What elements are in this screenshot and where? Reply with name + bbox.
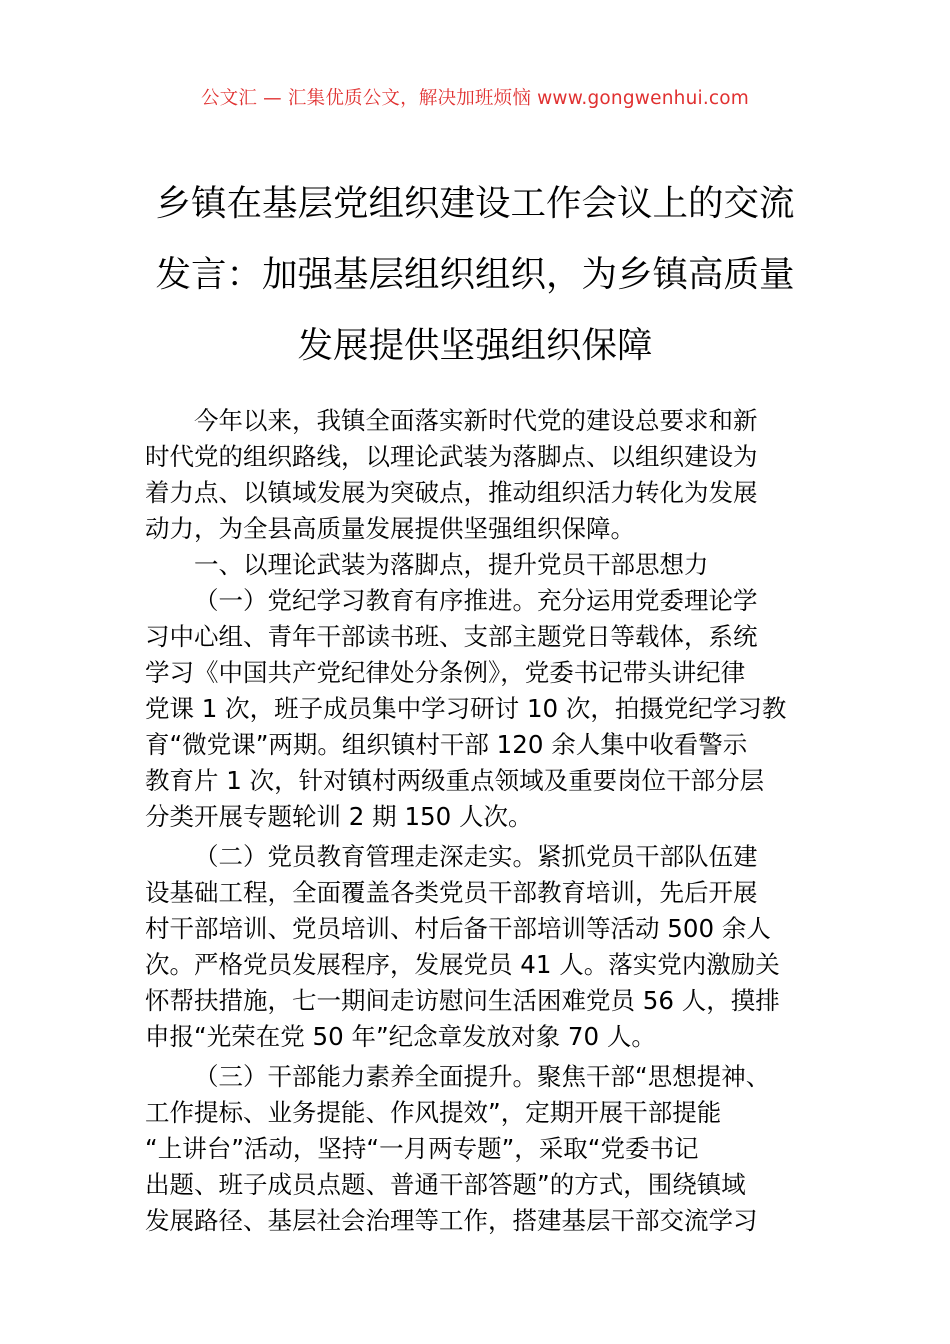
title-line: 发展提供坚强组织保障 [297, 325, 653, 366]
title-line: 发言：加强基层组织组织，为乡镇高质量 [155, 254, 795, 295]
subsection-3-line: 出题、班子成员点题、普通干部答题”的方式，围绕镇域 [145, 1170, 746, 1199]
subsection-3-line: 发展路径、基层社会治理等工作，搭建基层干部交流学习 [145, 1206, 758, 1235]
paragraph-intro-line: 动力，为全县高质量发展提供坚强组织保障。 [145, 514, 635, 543]
subsection-1-line: 习中心组、青年干部读书班、支部主题党日等载体，系统 [145, 622, 758, 651]
subsection-2-line: 申报“光荣在党 50 年”纪念章发放对象 70 人。 [145, 1022, 656, 1051]
subsection-3-line: （三）干部能力素养全面提升。聚焦干部“思想提神、 [194, 1062, 771, 1091]
paragraph-intro-line: 着力点、以镇域发展为突破点，推动组织活力转化为发展 [145, 478, 758, 507]
subsection-1-line: 党课 1 次，班子成员集中学习研讨 10 次，拍摄党纪学习教 [145, 694, 787, 723]
subsection-3-line: “上讲台”活动，坚持“一月两专题”，采取“党委书记 [145, 1134, 699, 1163]
title-line: 乡镇在基层党组织建设工作会议上的交流 [155, 183, 795, 224]
subsection-2-line: 村干部培训、党员培训、村后备干部培训等活动 500 余人 [145, 914, 771, 943]
site-header-banner: 公文汇 — 汇集优质公文，解决加班烦恼 www.gongwenhui.com [200, 88, 750, 109]
subsection-3-line: 工作提标、业务提能、作风提效”，定期开展干部提能 [145, 1098, 722, 1127]
subsection-1-line: （一）党纪学习教育有序推进。充分运用党委理论学 [194, 586, 758, 615]
subsection-1-line: 教育片 1 次，针对镇村两级重点领域及重要岗位干部分层 [145, 766, 765, 795]
subsection-2-line: 怀帮扶措施，七一期间走访慰问生活困难党员 56 人，摸排 [145, 986, 780, 1015]
subsection-1-line: 育“微党课”两期。组织镇村干部 120 余人集中收看警示 [145, 730, 748, 759]
subsection-2-line: 设基础工程，全面覆盖各类党员干部教育培训，先后开展 [145, 878, 758, 907]
subsection-2-line: （二）党员教育管理走深走实。紧抓党员干部队伍建 [194, 842, 758, 871]
paragraph-intro-line: 今年以来，我镇全面落实新时代党的建设总要求和新 [194, 406, 758, 435]
subsection-1-line: 分类开展专题轮训 2 期 150 人次。 [145, 802, 533, 831]
subsection-1-line: 学习《中国共产党纪律处分条例》，党委书记带头讲纪律 [145, 658, 746, 687]
document-title [120, 168, 830, 381]
subsection-2-line: 次。严格党员发展程序，发展党员 41 人。落实党内激励关 [145, 950, 780, 979]
section-heading-1: 一、以理论武装为落脚点，提升党员干部思想力 [194, 550, 709, 579]
paragraph-intro-line: 时代党的组织路线，以理论武装为落脚点、以组织建设为 [145, 442, 758, 471]
document-body [145, 403, 810, 1239]
